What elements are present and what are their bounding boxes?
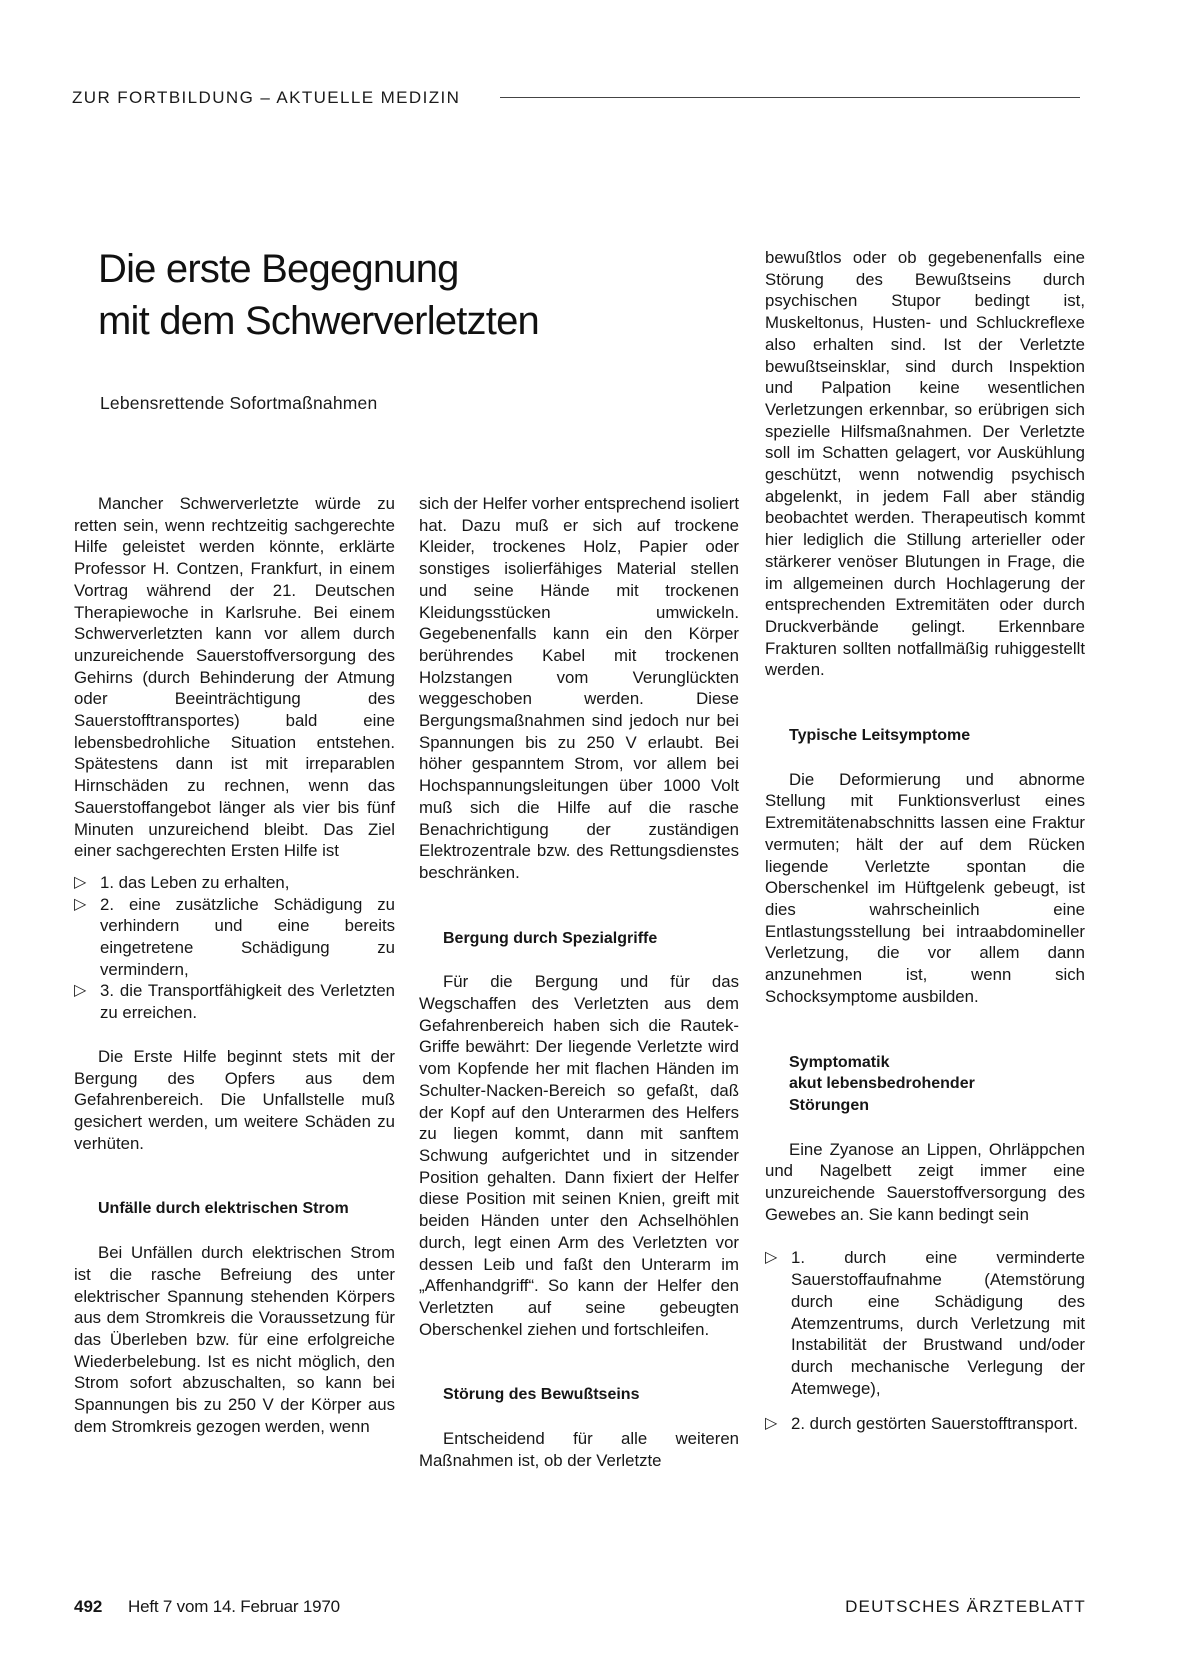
header-rule xyxy=(500,97,1080,98)
list-item xyxy=(765,1247,1085,1399)
triangle-bullet-icon: ▷ xyxy=(74,982,87,1000)
issue-info: Heft 7 vom 14. Februar 1970 xyxy=(128,1597,340,1616)
paragraph: Entscheidend für alle weiteren Maßnahmen ist, ob der Verletzte xyxy=(419,1429,739,1470)
paragraph: Bei Unfällen durch elektrischen Strom ist die rasche Befreiung des unter elektrischer Spannung stehenden Körpers aus dem Stromkreis die Voraussetzung für das Überleben bzw. für eine erfolgreiche Wiederbelebung. Ist es nicht möglich, den Strom sofort abzuschalten, so kann bei Spannungen bis zu 250 V der Körper aus dem Stromkreis gezogen werden, wenn xyxy=(74,1243,395,1436)
list-item-text: 1. das Leben zu erhalten, xyxy=(100,872,290,892)
triangle-bullet-icon: ▷ xyxy=(765,1415,778,1433)
paragraph: sich der Helfer vorher entsprechend isoliert hat. Dazu muß er sich auf trockene Kleider, trockenes Holz, Papier oder sonstiges isolierfähiges Material stellen und seine Hände mit trockenen Kleidungsstücken umwickeln. Gegebenenfalls kann ein den Körper berührendes Kabel mit trockenen Holzstangen vom Verunglückten weggeschoben werden. Diese Bergungsmaßnahmen sind jedoch nur bei Spannungen bis zu 250 V erlaubt. Bei höher gespanntem Strom, vor allem bei Hochspannungsleitungen über 1000 Volt muß sich die Hilfe auf die rasche Benachrichtigung der zuständigen Elektrozentrale bzw. des Rettungsdienstes beschränken. xyxy=(419,494,739,882)
journal-name: DEUTSCHES ÄRZTEBLATT xyxy=(845,1597,1086,1616)
article-title xyxy=(98,243,698,347)
list-item-text: 1. durch eine verminderte Sauerstoffaufnahme (Atemstörung durch eine Schädigung des Atemzentrums, durch Verletzung mit Instabilität der Brustwand und/oder durch mechanische Verlegung der Atemwege), xyxy=(791,1248,1085,1398)
section-heading-bewusstsein: Störung des Bewußtseins xyxy=(443,1386,640,1404)
article-subtitle: Lebensrettende Sofortmaßnahmen xyxy=(100,393,378,413)
triangle-bullet-icon: ▷ xyxy=(765,1249,778,1267)
heading-line: Symptomatik xyxy=(789,1053,890,1071)
heading-line: Störungen xyxy=(789,1096,869,1114)
page-number: 492 xyxy=(74,1597,103,1616)
list-item xyxy=(74,872,395,894)
heading-line: akut lebensbedrohender xyxy=(789,1075,975,1093)
paragraph: Die Erste Hilfe beginnt stets mit der Bergung des Opfers aus dem Gefahrenbereich. Die Unfallstelle muß gesichert werden, um weitere Schäden zu verhüten. xyxy=(74,1046,395,1153)
paragraph: Eine Zyanose an Lippen, Ohrläppchen und Nagelbett zeigt immer eine unzureichende Sauerstoffversorgung des Gewebes an. Sie kann bedingt sein xyxy=(765,1139,1085,1224)
section-heading-bergung: Bergung durch Spezialgriffe xyxy=(443,929,658,947)
section-heading-leitsymptome: Typische Leitsymptome xyxy=(789,727,971,745)
list-item-text: 3. die Transportfähigkeit des Verletzten zu erreichen. xyxy=(100,981,395,1023)
paragraph: Mancher Schwerverletzte würde zu retten sein, wenn rechtzeitig sachgerechte Hilfe geleistet werden könnte, erklärte Professor H. Contzen, Frankfurt, in einem Vortrag während der 21. Deutschen Therapiewoche in Karlsruhe. Bei einem Schwerverletzten kann vor allem durch unzureichende Sauerstoffversorgung des Gehirns (durch Behinderung der Atmung oder Beeinträchtigung des Sauerstofftransportes) bald eine lebensbedrohliche Situation entstehen. Spätestens dann ist mit irreparablen Hirnschäden zu rechnen, wenn das Sauerstoffangebot länger als vier bis fünf Minuten unzureichend bleibt. Das Ziel einer sachgerechten Ersten Hilfe ist xyxy=(74,494,395,861)
goal-list xyxy=(74,872,395,1024)
cause-list xyxy=(765,1247,1085,1435)
triangle-bullet-icon: ▷ xyxy=(74,895,87,913)
paragraph: Die Deformierung und abnorme Stellung mit Funktionsverlust eines Extremitätenabschnitts lassen eine Fraktur vermuten; hält der auf dem Rücken liegende Verletzte spontan die Oberschenkel im Hüftgelenk gebeugt, ist dies wahrscheinlich eine Entlastungsstellung bei intraabdomineller Verletzung, die vor allem dann anzunehmen ist, wenn sich Schocksymptome ausbilden. xyxy=(765,769,1085,1006)
list-item-text: 2. eine zusätzliche Schädigung zu verhindern und eine bereits eingetretene Schädigung zu vermindern, xyxy=(100,894,395,979)
column-2 xyxy=(419,493,739,1471)
list-item xyxy=(74,894,395,981)
paragraph: Für die Bergung und für das Wegschaffen des Verletzten aus dem Gefahrenbereich haben sich die Rautek-Griffe bewährt: Der liegende Verletzte wird vom Kopfende her mit flachen Händen im Schulter-Nacken-Bereich so gefaßt, daß der Kopf auf den Unterarmen des Helfers zu liegen kommt, dann mit sanftem Schwung aufgerichtet und in sitzender Position gehalten. Dann fixiert der Helfer diese Position mit seinen Knien, greift mit beiden Händen unter den Achselhöhlen durch, legt einen Arm des Verletzten vor dessen Leib und faßt den Unterarm im „Affenhandgriff“. So kann der Helfer den Verletzten auf seine gebeugten Oberschenkel ziehen und fortschleifen. xyxy=(419,972,739,1339)
title-line-1: Die erste Begegnung xyxy=(98,247,459,291)
section-header: ZUR FORTBILDUNG – AKTUELLE MEDIZIN xyxy=(72,88,461,107)
column-3 xyxy=(765,247,1085,1435)
title-line-2: mit dem Schwerverletzten xyxy=(98,299,539,343)
column-1 xyxy=(74,493,395,1437)
list-item-text: 2. durch gestörten Sauerstofftransport. xyxy=(791,1414,1079,1434)
section-heading-strom: Unfälle durch elektrischen Strom xyxy=(98,1200,349,1218)
list-item xyxy=(765,1413,1085,1435)
list-item xyxy=(74,980,395,1023)
paragraph: bewußtlos oder ob gegebenenfalls eine Störung des Bewußtseins durch psychischen Stupor bedingt ist, Muskeltonus, Husten- und Schluckreflexe also erhalten sind. Ist der Verletzte bewußtseinsklar, sind durch Inspektion und Palpation keine wesentlichen Verletzungen erkennbar, so erübrigen sich spezielle Hilfsmaßnahmen. Der Verletzte soll im Schatten gelagert, vor Auskühlung geschützt, wenn notwendig psychisch abgelenkt, in jedem Fall aber ständig beobachtet werden. Therapeutisch kommt hier lediglich die Stillung arterieller oder stärkerer venöser Blutungen in Frage, die im allgemeinen durch Hochlagerung der entsprechenden Extremitäten oder durch Druckverbände gelingt. Erkennbare Frakturen sollten notfallmäßig ruhiggestellt werden. xyxy=(765,248,1085,680)
triangle-bullet-icon: ▷ xyxy=(74,873,87,891)
section-heading-symptomatik xyxy=(765,1052,1085,1117)
